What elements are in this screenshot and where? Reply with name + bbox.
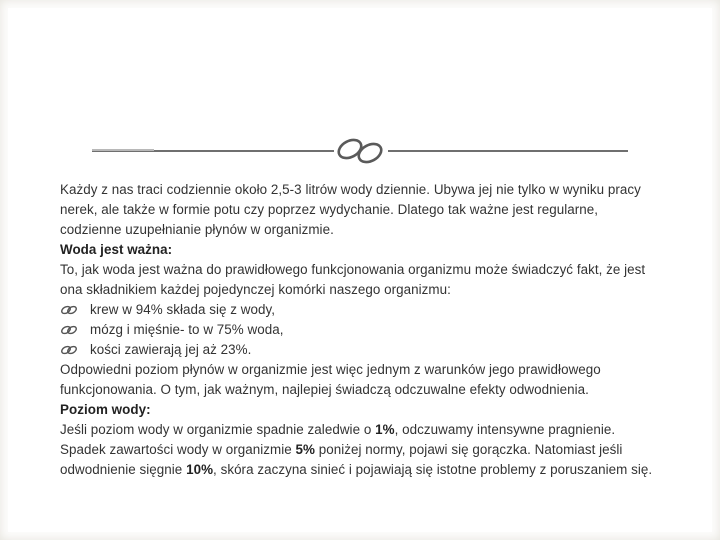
- list-item: [60, 320, 660, 340]
- interlocking-ovals-icon: [334, 137, 388, 165]
- double-oval-bullet-icon: [60, 304, 78, 316]
- paragraph-cells: To, jak woda jest ważna do prawidłowego funkcjonowania organizmu może świadczyć fakt, że jest ona składnikiem każdej pojedynczej komórki naszego organizmu:: [60, 262, 646, 297]
- text-span: poniżej normy, pojawi się gorączka. Natomiast jeśli odwodnienie sięgnie: [60, 442, 623, 477]
- bullet-text: mózg i mięśnie- to w 75% woda,: [90, 322, 284, 337]
- title-divider-right: [388, 150, 628, 152]
- text-span: , odczuwamy intensywne pragnienie. Spadek zawartości wody w organizmie: [60, 422, 616, 457]
- text-span: , skóra zaczyna sinieć i pojawiają się istotne problemy z poruszaniem się.: [213, 462, 653, 477]
- list-item: [60, 340, 660, 360]
- bullet-text: kości zawierają jej aż 23%.: [90, 342, 252, 357]
- title-divider-accent: [92, 149, 154, 151]
- text-span: Jeśli poziom wody w organizmie spadnie zaledwie o: [60, 422, 376, 437]
- paragraph-water-level: [60, 420, 660, 480]
- bullet-text: krew w 94% składa się z wody,: [90, 302, 276, 317]
- heading-water-level: Poziom wody:: [60, 402, 151, 417]
- intro-paragraph: Każdy z nas traci codziennie około 2,5-3 litrów wody dziennie. Ubywa jej nie tylko w wyniku pracy nerek, ale także w formie potu czy poprzez wydychanie. Dlatego tak ważne jest regularne, codzienne uzupełnianie płynów w organizmie.: [60, 182, 641, 237]
- bold-value: 1%: [375, 422, 395, 437]
- double-oval-bullet-icon: [60, 344, 78, 356]
- double-oval-bullet-icon: [60, 324, 78, 336]
- slide-body: [60, 180, 660, 480]
- bold-value: 5%: [295, 442, 315, 457]
- bold-value: 10%: [186, 462, 214, 477]
- heading-water-important: Woda jest ważna:: [60, 242, 173, 257]
- list-item: [60, 300, 660, 320]
- paragraph-dehydration: Odpowiedni poziom płynów w organizmie jest więc jednym z warunków jego prawidłowego funkcjonowania. O tym, jak ważnym, najlepiej świadczą odczuwalne efekty odwodnienia.: [60, 362, 601, 397]
